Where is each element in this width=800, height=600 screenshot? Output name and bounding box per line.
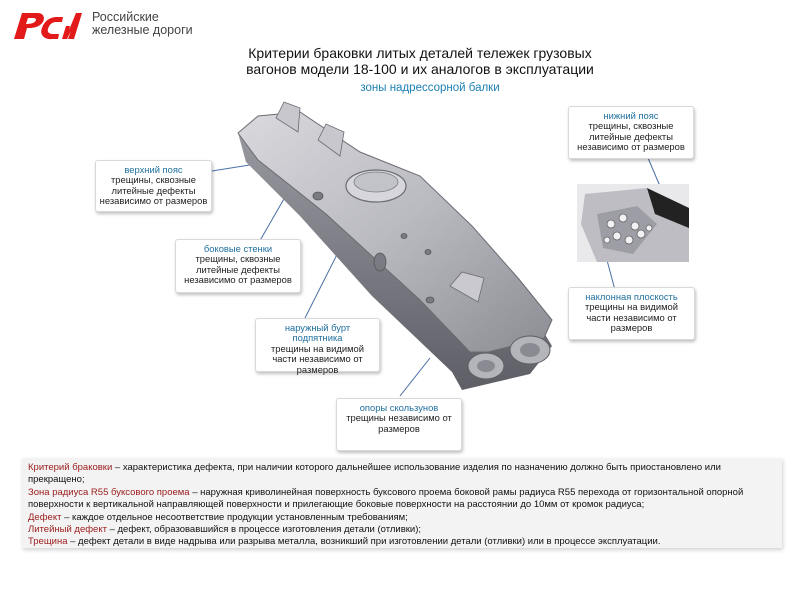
callout-text: трещины, сквозные литейные дефекты независимо от размеров xyxy=(184,253,292,286)
callout-heading: боковые стенки xyxy=(203,243,273,254)
definition-item xyxy=(28,536,776,548)
callout-lower-belt xyxy=(568,106,694,159)
title-line-1: Критерии браковки литых деталей тележек грузовых xyxy=(248,45,592,61)
definition-term: Зона радиуса R55 буксового проема xyxy=(28,486,190,498)
inclined-plane-detail-image xyxy=(577,184,689,262)
callout-text: трещины, сквозные литейные дефекты независимо от размеров xyxy=(99,174,208,207)
callout-text: трещины, сквозные литейные дефекты независимо от размеров xyxy=(577,120,685,153)
definition-text: – дефект детали в виде надрыва или разрыва металла, возникший при изготовлении детали (отливки) или в процессе эксплуатации. xyxy=(67,536,661,548)
callout-heading: наклонная плоскость xyxy=(585,291,678,302)
callout-inclined-plane xyxy=(568,287,695,340)
definition-text: – дефект, образовавшийся в процессе изготовления детали (отливки); xyxy=(106,524,422,536)
definition-item xyxy=(28,462,776,487)
callout-heading: верхний пояс xyxy=(124,164,183,175)
definition-text: – характеристика дефекта, при наличии которого дальнейшее использование изделия по назначению должно быть приостановлено или прекращено; xyxy=(28,462,721,486)
callout-outer-rim xyxy=(255,318,380,375)
callout-side-walls xyxy=(175,239,301,293)
callout-heading: наружный бурт подпятника xyxy=(284,322,351,344)
definition-term: Литейный дефект xyxy=(28,524,107,536)
definition-term: Трещина xyxy=(28,536,68,548)
callout-heading: опоры скользунов xyxy=(359,402,439,413)
callout-upper-belt xyxy=(95,160,212,212)
callout-text: трещины на видимой части независимо от размеров xyxy=(584,301,678,334)
callout-side-bearing-supports xyxy=(336,398,462,451)
brand-line-2: железные дороги xyxy=(92,23,193,37)
callout-text: трещины независимо от размеров xyxy=(346,412,452,434)
page-subtitle: зоны надрессорной балки xyxy=(360,82,500,94)
definition-text: – наружная криволинейная поверхность буксового проема боковой рамы радиуса R55 перехода от горизонтальной опорной поверхности к вертикальной направляющей поверхности и прилегающие боковые поверхности на расстоянии до 10мм от кромок радиуса; xyxy=(28,486,744,511)
definition-item xyxy=(28,512,776,524)
definitions-box xyxy=(22,458,782,548)
callout-heading: нижний пояс xyxy=(603,110,659,121)
callout-text: трещины на видимой части независимо от размеров xyxy=(270,342,364,375)
definition-item xyxy=(28,487,776,512)
title-line-2: вагонов модели 18-100 и их аналогов в эксплуатации xyxy=(246,61,594,77)
definition-term: Дефект xyxy=(28,511,62,523)
definition-text: – каждое отдельное несоответствие продукции установленным требованиям; xyxy=(61,511,408,523)
definition-item xyxy=(28,524,776,536)
brand-line-1: Российские xyxy=(92,10,159,24)
definition-term: Критерий браковки xyxy=(28,462,113,473)
